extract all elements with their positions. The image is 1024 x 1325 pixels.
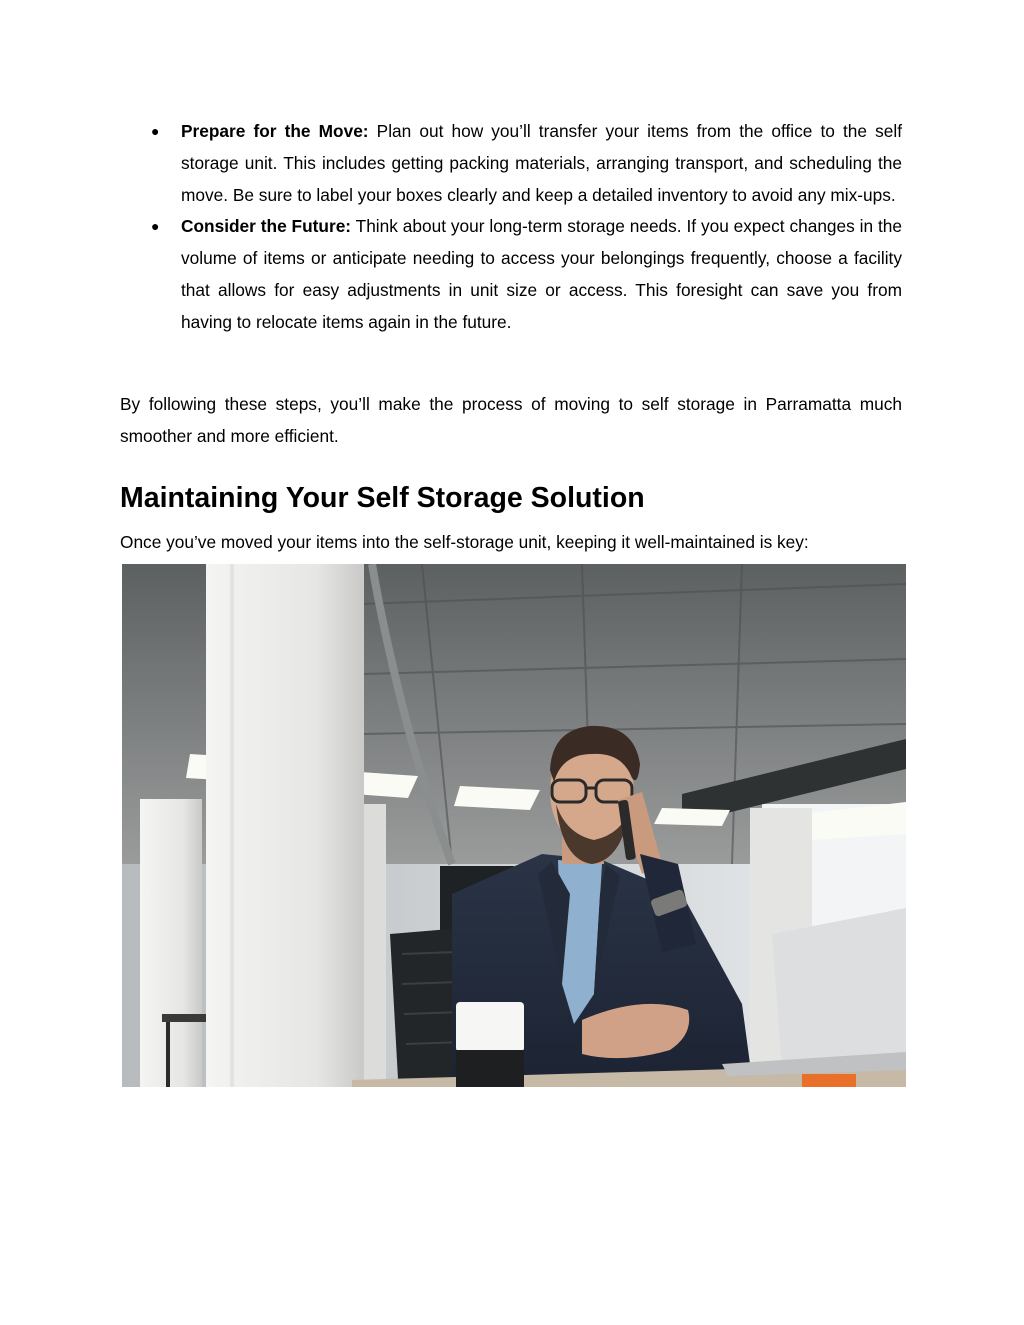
- list-item: [120, 116, 902, 211]
- bullet-title: Consider the Future:: [181, 216, 352, 237]
- bullet-text: Plan out how you’ll transfer your items from the office to the self storage unit. This includes getting packing materials, arranging transport, and scheduling the move. Be sure to label your boxes clearly and keep a detailed inventory to avoid any mix-ups.: [181, 121, 902, 205]
- office-worker-phone-photo: [122, 564, 906, 1087]
- bullet-list: [120, 116, 902, 339]
- section-intro: Once you’ve moved your items into the self-storage unit, keeping it well-maintained is key:: [120, 532, 809, 552]
- bullet-text: Think about your long-term storage needs. If you expect changes in the volume of items or anticipate needing to access your belongings frequently, choose a facility that allows for easy adjustments in unit size or access. This foresight can save you from having to relocate items again in the future.: [181, 216, 902, 332]
- section-heading: Maintaining Your Self Storage Solution: [120, 482, 645, 514]
- bullet-icon: ●: [151, 218, 160, 235]
- bullet-title: Prepare for the Move:: [181, 121, 369, 141]
- list-item: [120, 211, 902, 338]
- closing-paragraph: By following these steps, you’ll make the process of moving to self storage in Parramatta much smoother and more efficient.: [120, 394, 902, 446]
- bullet-icon: ●: [151, 123, 160, 139]
